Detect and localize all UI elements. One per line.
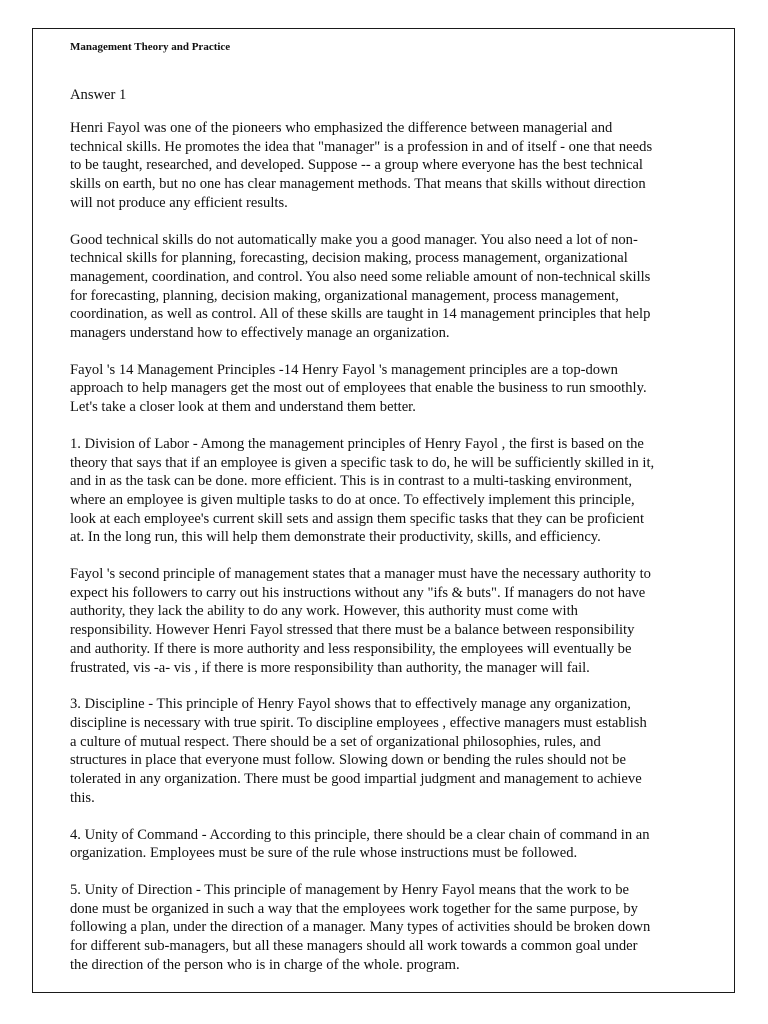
paragraph-intro: Henri Fayol was one of the pioneers who emphasized the difference between managerial and technical skills. He promotes the idea that "manager" is a profession in and of itself - one that needs to be taught, researched, and developed. Suppose -- a group where everyone has the best technical skills on earth, but no one has clear management methods. That means that skills without direction will not produce any efficient results. xyxy=(70,120,653,211)
paragraph-unity-of-command: 4. Unity of Command - According to this principle, there should be a clear chain of command in an organization. Employees must be sure of the rule whose instructions must be followed. xyxy=(70,826,650,862)
document-body xyxy=(70,86,688,992)
paragraph-fourteen-principles: Fayol 's 14 Management Principles -14 Henry Fayol 's management principles are a top-down approach to help managers get the most out of employees that enable the business to run smoothly. Let's take a closer look at them and understand them better. xyxy=(70,361,647,416)
paragraph-technical-skills: Good technical skills do not automatically make you a good manager. You also need a lot of non- technical skills for planning, forecasting, decision making, process management, organizational management, coordination, and control. You also need some reliable amount of non-technical skills for forecasting, planning, decision making, organizational management, process management, coordination, as well as control. All of these skills are taught in 14 management principles that help managers understand how to effectively manage an organization. xyxy=(70,231,651,342)
answer-heading: Answer 1 xyxy=(70,87,127,103)
paragraph-discipline: 3. Discipline - This principle of Henry Fayol shows that to effectively manage any organization, discipline is necessary with true spirit. To discipline employees , effective managers must establish a culture of mutual respect. There should be a set of organizational philosophies, rules, and structures in place that everyone must follow. Slowing down or bending the rules should not be tolerated in any organization. There must be good impartial judgment and management to achieve this. xyxy=(70,696,647,806)
paragraph-authority: Fayol 's second principle of management states that a manager must have the necessary authority to expect his followers to carry out his instructions without any "ifs & buts". If managers do not have authority, they lack the ability to do any work. However, this authority must come with responsibility. However Henri Fayol stressed that there must be a balance between responsibility and authority. If there is more authority and less responsibility, the employees will eventually be frustrated, vis -a- vis , if there is more responsibility than authority, the manager will fail. xyxy=(70,566,651,676)
document-header-title: Management Theory and Practice xyxy=(70,41,231,53)
paragraph-unity-of-direction: 5. Unity of Direction - This principle of management by Henry Fayol means that the work to be done must be organized in such a way that the employees work together for the same purpose, by following a plan, under the direction of a manager. Many types of activities should be broken down for different sub-managers, but all these managers should all work towards a common goal under the direction of the person who is in charge of the whole. program. xyxy=(70,881,651,973)
paragraph-division-of-labor: 1. Division of Labor - Among the management principles of Henry Fayol , the first is based on the theory that says that if an employee is given a specific task to do, he will be sufficiently skilled in it, and in as the task can be done. more efficient. This is in contrast to a multi-tasking environment, where an employee is given multiple tasks to do at once. To effectively implement this principle, look at each employee's current skill sets and assign them specific tasks that they can be proficient at. In the long run, this will help them demonstrate their productivity, skills, and efficiency. xyxy=(70,435,655,546)
